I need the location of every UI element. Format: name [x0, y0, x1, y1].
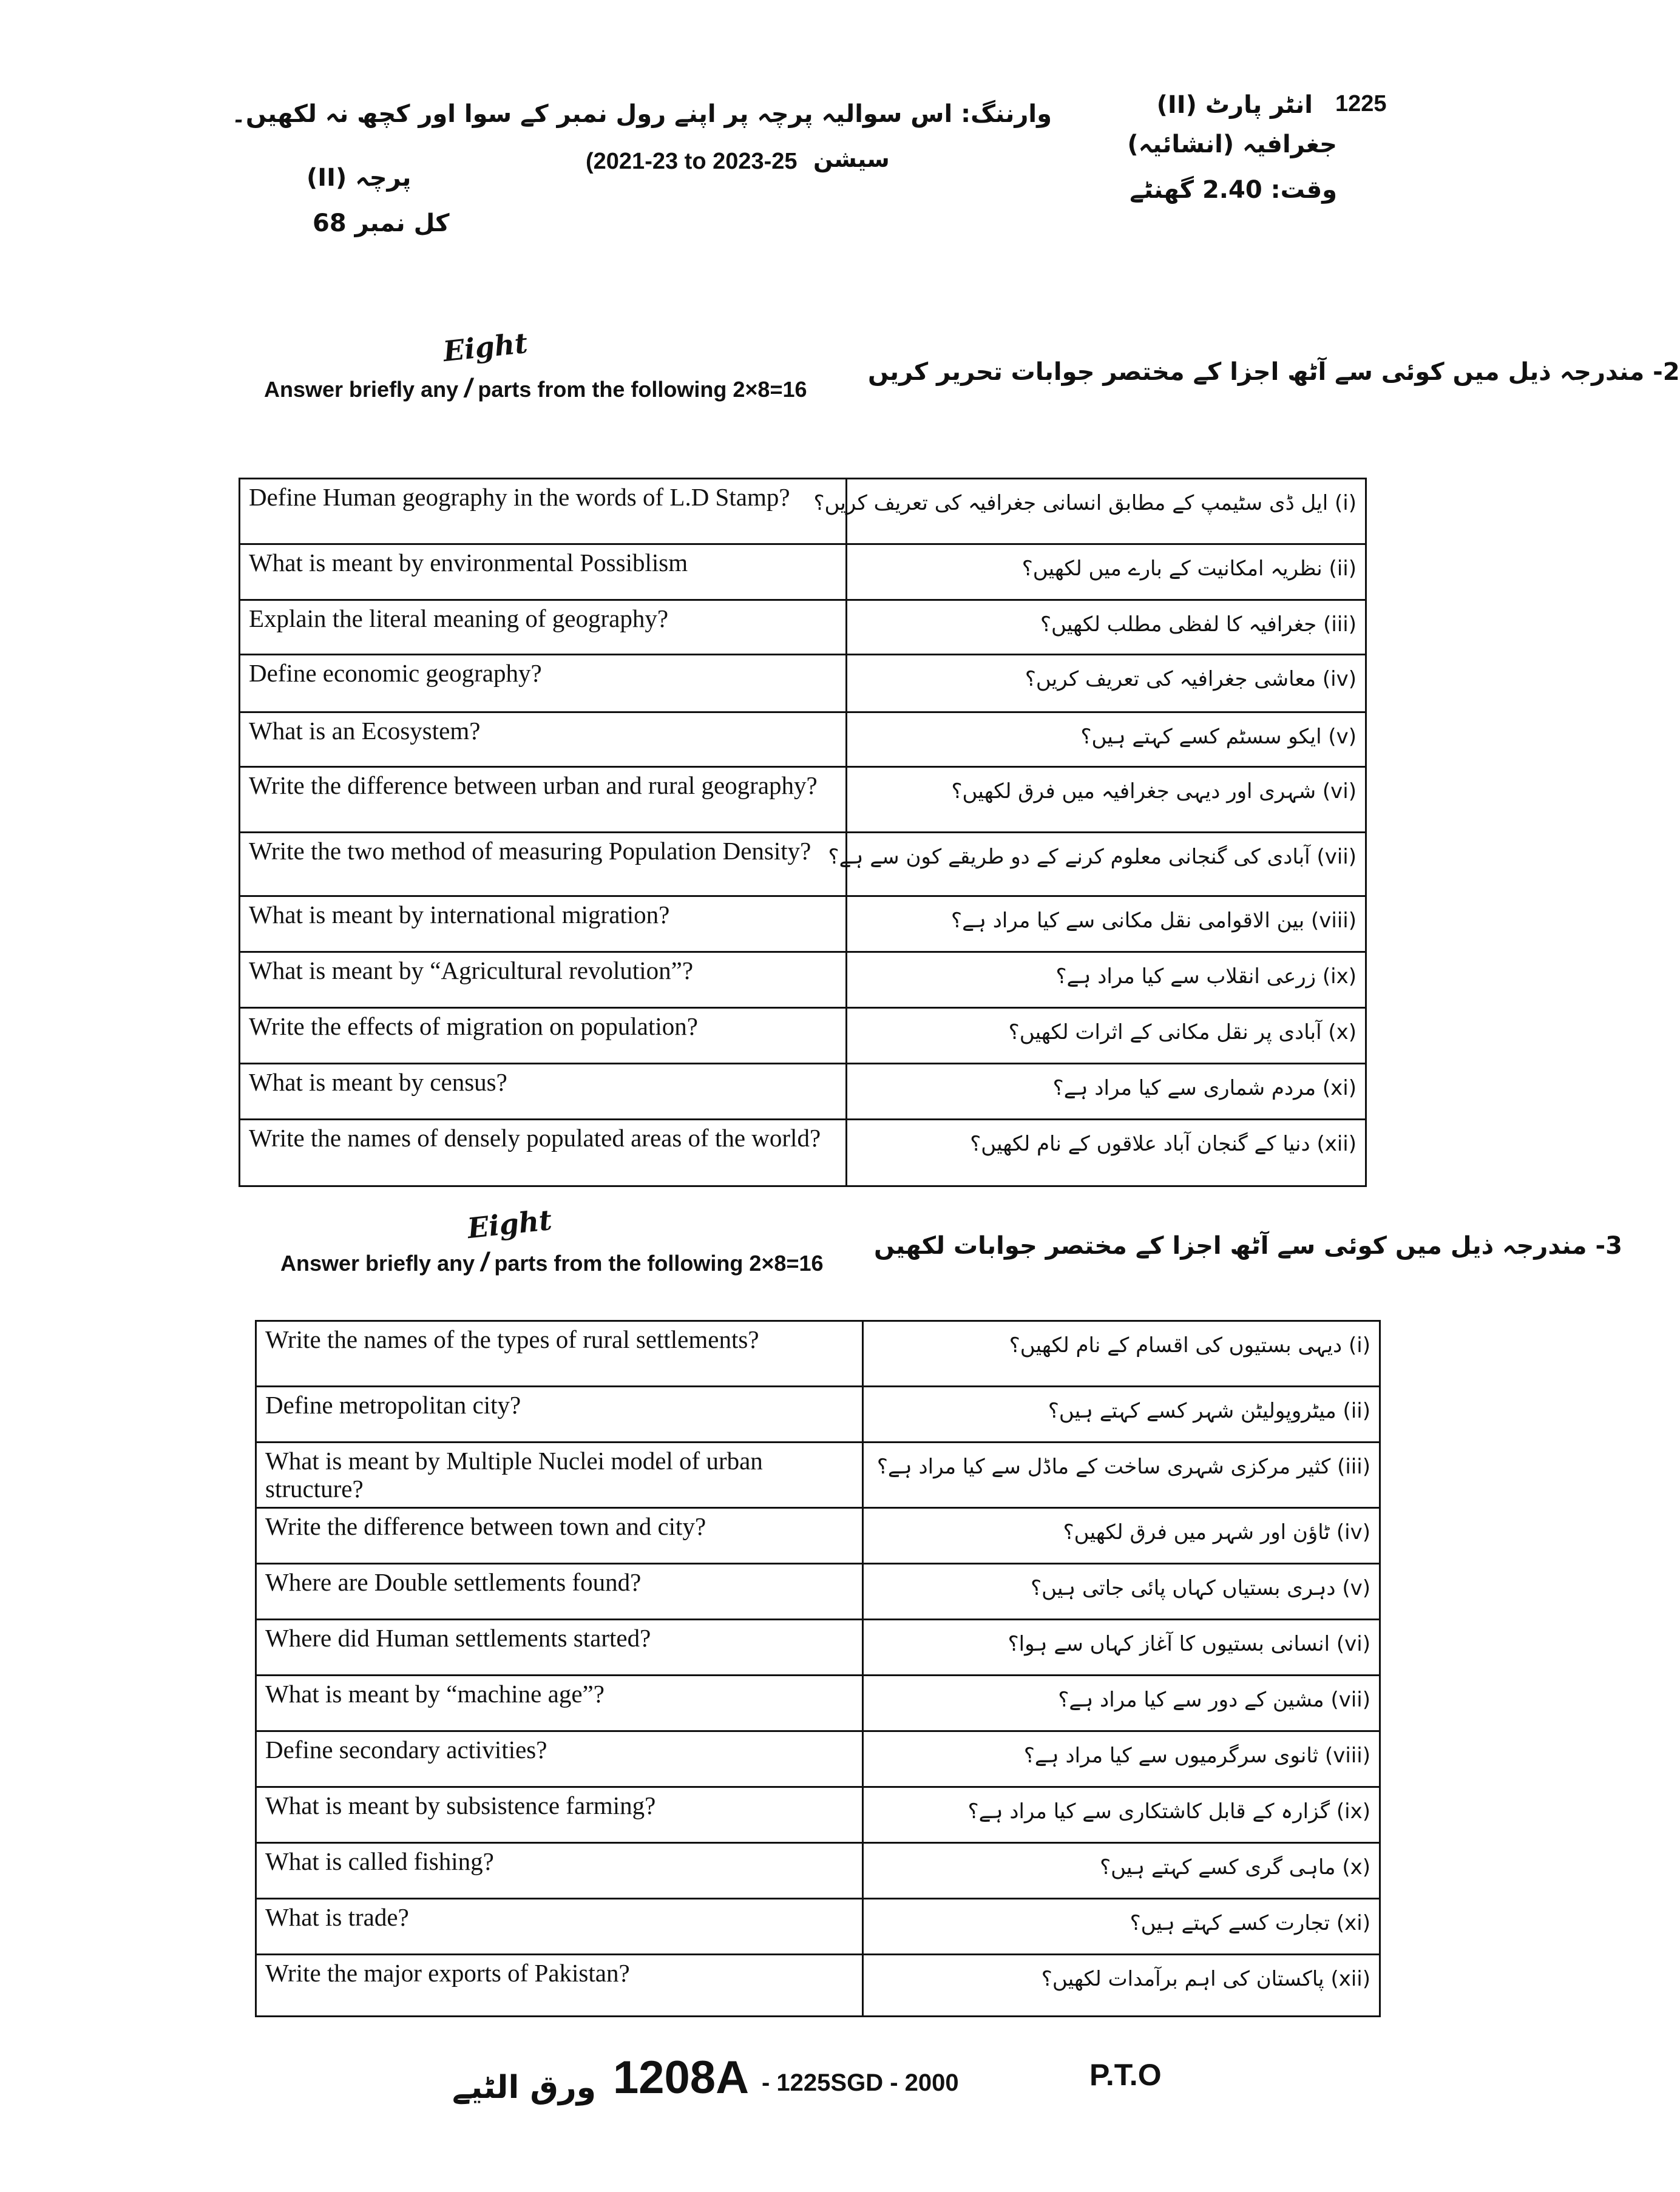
q3-ur-1: (i) دیہی بستیوں کی اقسام کے نام لکھیں؟ [863, 1321, 1380, 1387]
q2-heading-en-start: Answer briefly any [264, 377, 459, 402]
q3-ur-11: (xi) تجارت کسے کہتے ہیں؟ [863, 1899, 1380, 1955]
q3-ur-7: (vii) مشین کے دور سے کیا مراد ہے؟ [863, 1676, 1380, 1731]
handwritten-eight: Eight [441, 326, 529, 368]
table-row [240, 655, 1366, 712]
q3-ur-10: (x) ماہی گری کسے کہتے ہیں؟ [863, 1843, 1380, 1899]
q2-ur-4: (iv) معاشی جغرافیہ کی تعریف کریں؟ [847, 655, 1366, 712]
table-row [240, 1008, 1366, 1064]
q2-ur-5: (v) ایکو سسٹم کسے کہتے ہیں؟ [847, 712, 1366, 767]
q2-en-10: Write the effects of migration on population? [240, 1008, 847, 1064]
table-row [256, 1620, 1380, 1676]
q3-ur-8: (viii) ثانوی سرگرمیوں سے کیا مراد ہے؟ [863, 1731, 1380, 1787]
q2-en-11: What is meant by census? [240, 1064, 847, 1120]
q3-en-1: Write the names of the types of rural settlements? [256, 1321, 863, 1387]
q3-ur-9: (ix) گزارہ کے قابل کاشتکاری سے کیا مراد ہے؟ [863, 1787, 1380, 1843]
table-row [256, 1564, 1380, 1620]
q2-en-7: Write the two method of measuring Population Density? [240, 833, 847, 896]
q2-heading-ur: 2- مندرجہ ذیل میں کوئی سے آٹھ اجزا کے مختصر جوابات تحریر کریں [868, 358, 1680, 386]
table-row [240, 544, 1366, 600]
q3-en-7: What is meant by “machine age”? [256, 1676, 863, 1731]
q3-en-10: What is called fishing? [256, 1843, 863, 1899]
handwritten-slash: / [464, 373, 472, 403]
warning-text: وارننگ: اس سوالیہ پرچہ پر اپنے رول نمبر کے سوا اور کچھ نہ لکھیں۔ [231, 100, 1052, 128]
subject-label: جغرافیہ (انشائیہ) [1127, 130, 1337, 158]
q2-en-8: What is meant by international migration? [240, 896, 847, 952]
table-row [240, 1064, 1366, 1120]
table-row [256, 1387, 1380, 1443]
q3-en-11: What is trade? [256, 1899, 863, 1955]
q3-ur-5: (v) دہری بستیاں کہاں پائی جاتی ہیں؟ [863, 1564, 1380, 1620]
q2-en-4: Define economic geography? [240, 655, 847, 712]
table-row [240, 767, 1366, 833]
q3-en-6: Where did Human settlements started? [256, 1620, 863, 1676]
table-row [256, 1955, 1380, 2017]
paper-code: 1225 [1335, 91, 1387, 117]
q3-en-12: Write the major exports of Pakistan? [256, 1955, 863, 2017]
q2-ur-6: (vi) شہری اور دیہی جغرافیہ میں فرق لکھیں؟ [847, 767, 1366, 833]
part-label: انٹر پارٹ (II) [1156, 91, 1313, 119]
q2-en-5: What is an Ecosystem? [240, 712, 847, 767]
q2-table [239, 478, 1367, 1187]
q2-ur-10: (x) آبادی پر نقل مکانی کے اثرات لکھیں؟ [847, 1008, 1366, 1064]
footer-series: - 1225SGD - 2000 [762, 2069, 959, 2096]
table-row [256, 1899, 1380, 1955]
q3-en-8: Define secondary activities? [256, 1731, 863, 1787]
q3-en-3: What is meant by Multiple Nuclei model of urban structure? [256, 1443, 863, 1508]
q3-table [255, 1320, 1381, 2017]
session-label: سیشن [813, 146, 890, 172]
table-row [240, 712, 1366, 767]
pto-label: P.T.O [1089, 2058, 1162, 2092]
q2-en-12: Write the names of densely populated areas of the world? [240, 1120, 847, 1186]
q3-ur-3: (iii) کثیر مرکزی شہری ساخت کے ماڈل سے کیا مراد ہے؟ [863, 1443, 1380, 1508]
table-row [256, 1731, 1380, 1787]
q2-ur-8: (viii) بین الاقوامی نقل مکانی سے کیا مراد ہے؟ [847, 896, 1366, 952]
table-row [256, 1508, 1380, 1564]
table-row [256, 1676, 1380, 1731]
q3-ur-4: (iv) ٹاؤن اور شہر میں فرق لکھیں؟ [863, 1508, 1380, 1564]
table-row [240, 833, 1366, 896]
table-row [256, 1443, 1380, 1508]
q2-heading-en-tail: parts from the following 2×8=16 [478, 377, 807, 402]
q3-en-5: Where are Double settlements found? [256, 1564, 863, 1620]
q2-en-6: Write the difference between urban and rural geography? [240, 767, 847, 833]
table-row [256, 1321, 1380, 1387]
q2-ur-2: (ii) نظریہ امکانیت کے بارے میں لکھیں؟ [847, 544, 1366, 600]
table-row [240, 896, 1366, 952]
handwritten-eight-2: Eight [466, 1203, 554, 1245]
session-years: (2021-23 to 2023-25 [586, 149, 798, 174]
q2-en-9: What is meant by “Agricultural revolution”? [240, 952, 847, 1008]
q2-heading-en [264, 373, 807, 404]
q2-ur-3: (iii) جغرافیہ کا لفظی مطلب لکھیں؟ [847, 600, 1366, 655]
q3-heading-en-tail: parts from the following 2×8=16 [494, 1251, 824, 1276]
total-marks: کل نمبر 68 [313, 209, 450, 237]
q2-en-3: Explain the literal meaning of geography? [240, 600, 847, 655]
table-row [240, 600, 1366, 655]
q3-en-9: What is meant by subsistence farming? [256, 1787, 863, 1843]
table-row [256, 1787, 1380, 1843]
q2-en-2: What is meant by environmental Possiblism [240, 544, 847, 600]
table-row [256, 1843, 1380, 1899]
q3-heading-en [280, 1247, 824, 1277]
table-row [240, 479, 1366, 544]
handwritten-mark: / [481, 1247, 489, 1277]
q2-ur-7: (vii) آبادی کی گنجانی معلوم کرنے کے دو طریقے کون سے ہے؟ [847, 833, 1366, 896]
table-row [240, 1120, 1366, 1186]
q3-en-2: Define metropolitan city? [256, 1387, 863, 1443]
q3-ur-6: (vi) انسانی بستیوں کا آغاز کہاں سے ہوا؟ [863, 1620, 1380, 1676]
q3-heading-ur: 3- مندرجہ ذیل میں کوئی سے آٹھ اجزا کے مختصر جوابات لکھیں [874, 1232, 1622, 1260]
q3-en-4: Write the difference between town and city? [256, 1508, 863, 1564]
q2-ur-11: (xi) مردم شماری سے کیا مراد ہے؟ [847, 1064, 1366, 1120]
q2-ur-9: (ix) زرعی انقلاب سے کیا مراد ہے؟ [847, 952, 1366, 1008]
q2-en-1: Define Human geography in the words of L.D Stamp? [240, 479, 847, 544]
time-label: وقت: 2.40 گھنٹے [1130, 176, 1337, 204]
q3-heading-en-start: Answer briefly any [280, 1251, 475, 1276]
turn-over-ur: ورق الٹیے [452, 2069, 597, 2106]
table-row [240, 952, 1366, 1008]
paper-number: پرچہ (II) [307, 164, 412, 192]
q2-ur-12: (xii) دنیا کے گنجان آباد علاقوں کے نام لکھیں؟ [847, 1120, 1366, 1186]
footer-code: 1208A [613, 2052, 749, 2103]
q3-ur-2: (ii) میٹروپولیٹن شہر کسے کہتے ہیں؟ [863, 1387, 1380, 1443]
q3-ur-12: (xii) پاکستان کی اہم برآمدات لکھیں؟ [863, 1955, 1380, 2017]
q2-ur-1: (i) ایل ڈی سٹیمپ کے مطابق انسانی جغرافیہ کی تعریف کریں؟ [847, 479, 1366, 544]
